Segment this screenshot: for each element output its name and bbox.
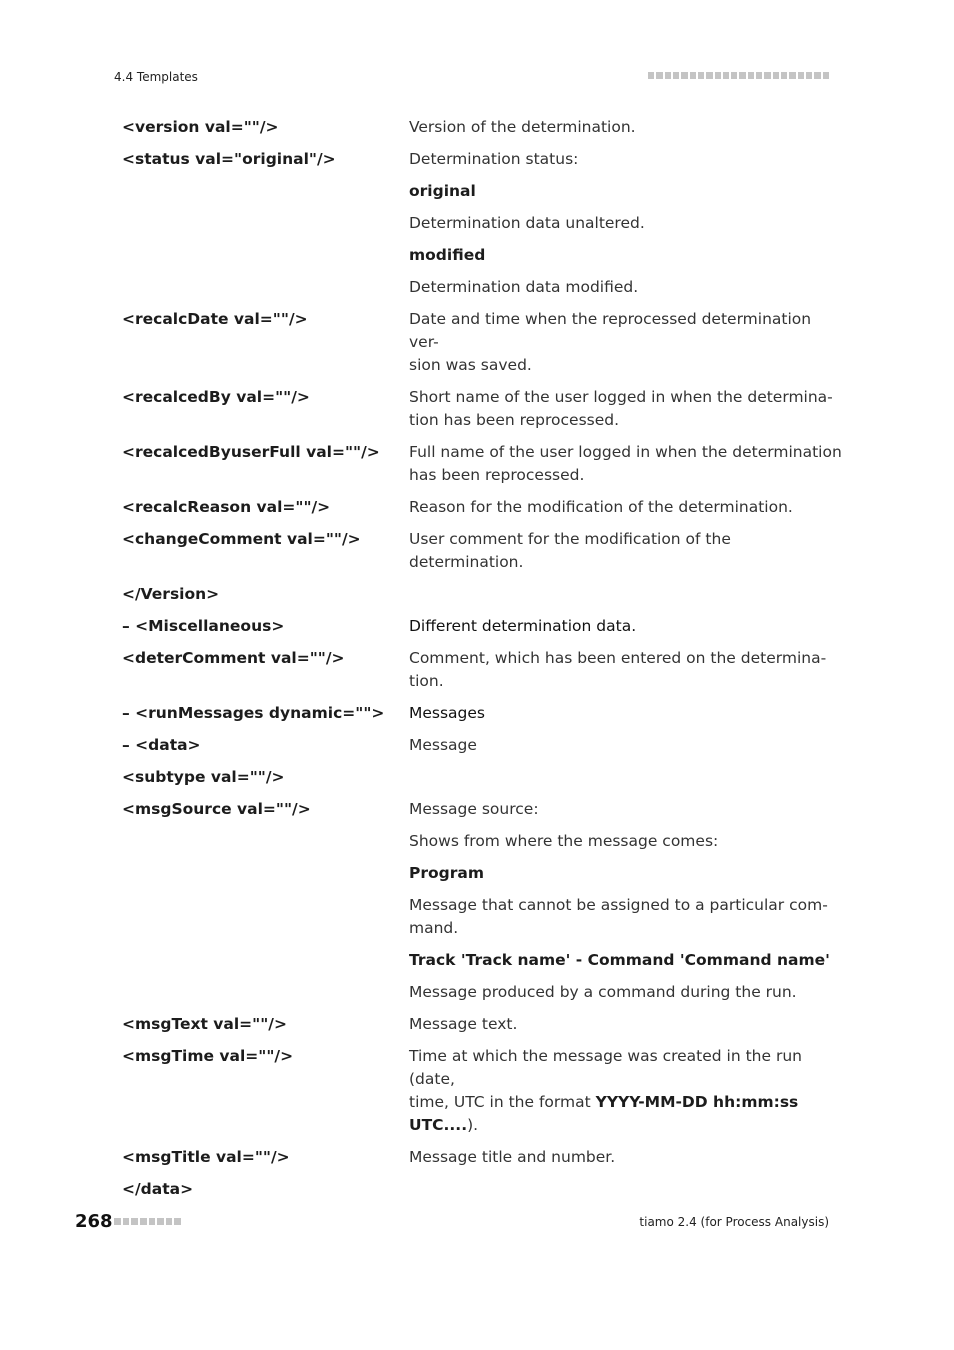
tag-description <box>409 766 842 789</box>
tag-term <box>122 830 409 853</box>
tag-description: Message that cannot be assigned to a particular com- mand. <box>409 896 828 937</box>
tag-term: <msgSource val=""/> <box>122 800 311 818</box>
decoration-dot <box>748 72 754 79</box>
definition-row <box>122 1178 842 1201</box>
tag-term: <recalcReason val=""/> <box>122 498 331 516</box>
definition-row <box>122 830 842 853</box>
tag-description: Comment, which has been entered on the determina- tion. <box>409 649 827 690</box>
tag-term: <recalcedBy val=""/> <box>122 388 310 406</box>
decoration-dot <box>764 72 770 79</box>
tag-description: Different determination data. <box>409 617 637 635</box>
tag-term <box>122 981 409 1004</box>
definition-row <box>122 949 842 972</box>
decoration-dot <box>731 72 737 79</box>
decoration-dot <box>706 72 712 79</box>
decoration-dot <box>174 1218 181 1225</box>
header-decoration <box>648 72 829 79</box>
tag-term <box>122 894 409 940</box>
tag-description <box>409 1045 842 1137</box>
decoration-dot <box>656 72 662 79</box>
decoration-dot <box>739 72 745 79</box>
decoration-dot <box>140 1218 147 1225</box>
definition-row <box>122 180 842 203</box>
description-text: Time at which the message was created in the run (date, time, UTC in the format <box>409 1047 802 1111</box>
decoration-dot <box>773 72 779 79</box>
definition-row <box>122 496 842 519</box>
decoration-dot <box>166 1218 173 1225</box>
decoration-dot <box>781 72 787 79</box>
tag-description: Message <box>409 736 477 754</box>
tag-term <box>122 862 409 885</box>
decoration-dot <box>814 72 820 79</box>
tag-description: Short name of the user logged in when the determina- tion has been reprocessed. <box>409 388 833 429</box>
decoration-dot <box>715 72 721 79</box>
decoration-dot <box>806 72 812 79</box>
definition-row <box>122 386 842 432</box>
decoration-dot <box>723 72 729 79</box>
footer-decoration <box>114 1218 181 1225</box>
decoration-dot <box>665 72 671 79</box>
tag-description: original <box>409 182 476 200</box>
tag-description: Full name of the user logged in when the determination has been reprocessed. <box>409 443 842 484</box>
definition-row <box>122 734 842 757</box>
tag-term <box>122 244 409 267</box>
tag-description: Message text. <box>409 1015 518 1033</box>
tag-term: <deterComment val=""/> <box>122 649 345 667</box>
tag-description <box>409 583 842 606</box>
tag-description: Track 'Track name' - Command 'Command name' <box>409 951 830 969</box>
tag-description: Reason for the modification of the determination. <box>409 498 793 516</box>
decoration-dot <box>123 1218 130 1225</box>
tag-term: <msgTitle val=""/> <box>122 1148 290 1166</box>
decoration-dot <box>698 72 704 79</box>
decoration-dot <box>157 1218 164 1225</box>
tag-term: <status val="original"/> <box>122 150 336 168</box>
definition-row <box>122 647 842 693</box>
description-text: ). <box>467 1116 479 1134</box>
definition-row <box>122 441 842 487</box>
definition-row <box>122 308 842 377</box>
definition-row <box>122 1013 842 1036</box>
format-string: YYYY-MM-DD hh:mm:ss UTC.... <box>409 1093 799 1134</box>
decoration-dot <box>131 1218 138 1225</box>
tag-description: Date and time when the reprocessed determination ver- sion was saved. <box>409 310 812 374</box>
definition-row <box>122 894 842 940</box>
tag-term: </data> <box>122 1180 194 1198</box>
tag-term: <msgTime val=""/> <box>122 1047 294 1065</box>
tag-term: <version val=""/> <box>122 118 279 136</box>
tag-term <box>122 180 409 203</box>
definition-row <box>122 244 842 267</box>
definition-row <box>122 148 842 171</box>
decoration-dot <box>756 72 762 79</box>
decoration-dot <box>823 72 829 79</box>
decoration-dot <box>648 72 654 79</box>
decoration-dot <box>690 72 696 79</box>
tag-description: Determination data unaltered. <box>409 214 645 232</box>
tag-term: <changeComment val=""/> <box>122 530 361 548</box>
tag-description: Version of the determination. <box>409 118 636 136</box>
definition-row <box>122 1045 842 1137</box>
decoration-dot <box>789 72 795 79</box>
tag-description: Message source: <box>409 800 539 818</box>
tag-term: <subtype val=""/> <box>122 768 285 786</box>
tag-description: Program <box>409 864 485 882</box>
tag-term: – <runMessages dynamic=""> <box>122 704 385 722</box>
definition-row <box>122 276 842 299</box>
decoration-dot <box>149 1218 156 1225</box>
definition-row <box>122 702 842 725</box>
tag-term: <recalcedByuserFull val=""/> <box>122 443 380 461</box>
definition-row <box>122 116 842 139</box>
tag-term <box>122 212 409 235</box>
tag-description: Message produced by a command during the run. <box>409 983 797 1001</box>
tag-description <box>409 1178 842 1201</box>
definition-row <box>122 212 842 235</box>
tag-term: <recalcDate val=""/> <box>122 310 308 328</box>
decoration-dot <box>673 72 679 79</box>
definition-row <box>122 862 842 885</box>
tag-term <box>122 949 409 972</box>
tag-term: – <Miscellaneous> <box>122 617 285 635</box>
tag-term: </Version> <box>122 585 220 603</box>
tag-description: User comment for the modification of the determination. <box>409 530 731 571</box>
definition-row <box>122 981 842 1004</box>
definition-table <box>122 116 842 1210</box>
tag-description: Messages <box>409 704 486 722</box>
page-number: 268 <box>75 1211 113 1232</box>
tag-description: Determination status: <box>409 150 579 168</box>
tag-term: <msgText val=""/> <box>122 1015 287 1033</box>
tag-description: Determination data modified. <box>409 278 639 296</box>
decoration-dot <box>798 72 804 79</box>
definition-row <box>122 798 842 821</box>
running-footer-product: tiamo 2.4 (for Process Analysis) <box>639 1215 829 1229</box>
tag-description: Message title and number. <box>409 1148 616 1166</box>
tag-description: Shows from where the message comes: <box>409 832 719 850</box>
definition-row <box>122 615 842 638</box>
tag-term: – <data> <box>122 736 201 754</box>
tag-term <box>122 276 409 299</box>
definition-row <box>122 1146 842 1169</box>
decoration-dot <box>114 1218 121 1225</box>
definition-row <box>122 583 842 606</box>
tag-description: modified <box>409 246 486 264</box>
definition-row <box>122 528 842 574</box>
definition-row <box>122 766 842 789</box>
decoration-dot <box>681 72 687 79</box>
running-header-section: 4.4 Templates <box>114 70 198 84</box>
